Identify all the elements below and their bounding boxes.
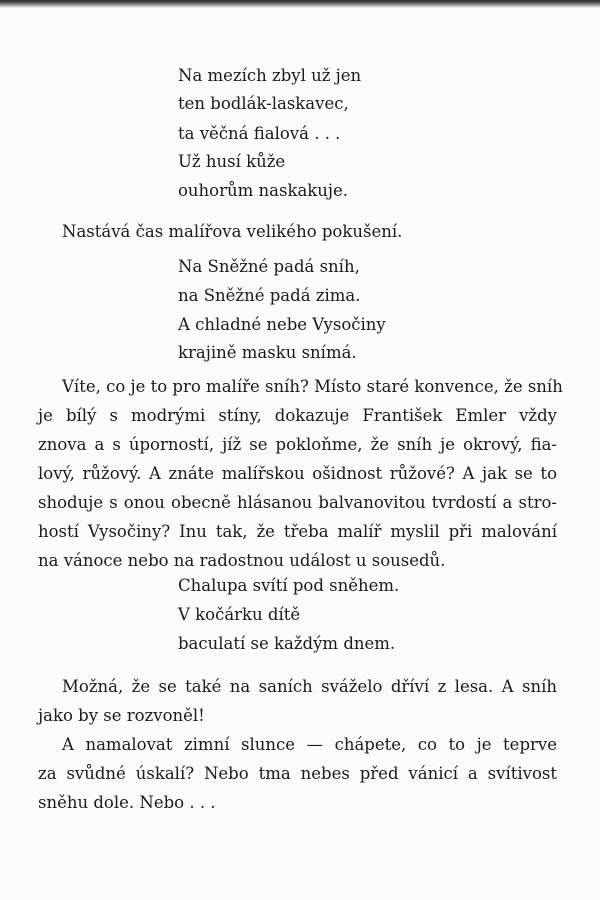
verse-line: ouhorům naskakuje.	[178, 181, 349, 200]
verse-line: V kočárku dítě	[178, 605, 301, 624]
prose-line: Nastává čas malířova velikého pokušení.	[62, 222, 403, 241]
verse-line: Na mezích zbyl už jen	[178, 66, 362, 85]
verse-line: A chladné nebe Vysočiny	[178, 315, 386, 334]
prose-line: sněhu dole. Nebo . . .	[38, 793, 216, 812]
prose-line: znova a s úporností, jíž se pokloňme, že sníh je okrový, fia-	[38, 435, 557, 454]
verse-line: na Sněžné padá zima.	[178, 286, 361, 305]
prose-line: je bílý s modrými stíny, dokazuje František Emler vždy	[38, 406, 557, 425]
verse-line: ta věčná fialová . . .	[178, 124, 341, 143]
prose-line: Možná, že se také na saních sváželo dříví z lesa. A sníh	[62, 677, 557, 696]
prose-line: na vánoce nebo na radostnou událost u sousedů.	[38, 551, 446, 570]
verse-line: Už husí kůže	[178, 152, 286, 171]
verse-line: ten bodlák-laskavec,	[178, 94, 349, 113]
prose-line: lový, růžový. A znáte malířskou ošidnost růžové? A jak se to	[38, 464, 557, 483]
prose-line: hostí Vysočiny? Inu tak, že třeba malíř myslil při malování	[38, 522, 557, 541]
prose-line: shoduje s onou obecně hlásanou balvanovitou tvrdostí a stro-	[38, 493, 557, 512]
verse-line: krajině masku snímá.	[178, 343, 357, 362]
verse-line: baculatí se každým dnem.	[178, 634, 396, 653]
prose-line: za svůdné úskalí? Nebo tma nebes před vánicí a svítivost	[38, 764, 557, 783]
prose-line: jako by se rozvoněl!	[38, 706, 205, 725]
prose-line: A namalovat zimní slunce — chápete, co to je teprve	[62, 735, 557, 754]
verse-line: Chalupa svítí pod sněhem.	[178, 576, 400, 595]
verse-line: Na Sněžné padá sníh,	[178, 257, 360, 276]
prose-line: Víte, co je to pro malíře sníh? Místo staré konvence, že sníh	[62, 377, 563, 396]
